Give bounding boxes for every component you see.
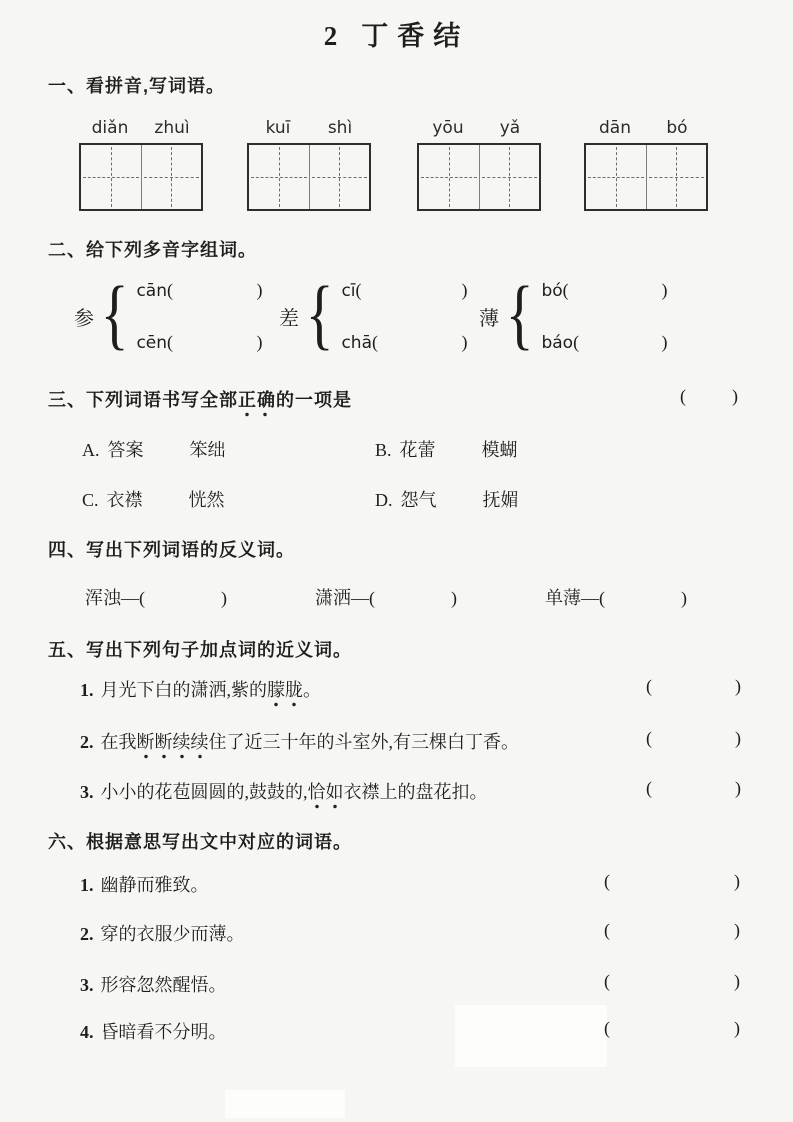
paren-open: ( <box>604 1018 610 1038</box>
brace-icon: { <box>100 270 129 357</box>
reading-row <box>136 332 262 353</box>
paren-open: ( <box>604 871 610 891</box>
paren-close: ) <box>732 386 738 406</box>
answer-cell[interactable] <box>646 145 707 209</box>
polyphone-readings <box>541 280 667 353</box>
antonym-item <box>85 584 227 610</box>
pinyin-label: dān <box>599 118 631 138</box>
antonym-word: 潇洒 <box>315 588 351 608</box>
pinyin-label: kuī <box>265 118 291 138</box>
question-number: 2. <box>80 732 94 752</box>
paren-close: ) <box>734 920 740 940</box>
pinyin-label: zhuì <box>154 118 190 138</box>
paren-close: ) <box>734 1018 740 1038</box>
option-b[interactable] <box>375 436 518 462</box>
option-word: 笨绌 <box>189 440 226 460</box>
reading-row <box>541 332 667 353</box>
writing-grid <box>584 143 708 211</box>
definition-text: 穿的衣服少而薄。 <box>100 924 245 944</box>
answer-blank[interactable] <box>610 871 734 892</box>
answer-parens <box>604 971 740 992</box>
dash: — <box>581 588 599 608</box>
sentence-pre: 在我 <box>100 732 137 752</box>
sentence-post: 衣襟上的盘花扣。 <box>343 782 488 802</box>
answer-blank[interactable] <box>686 386 732 407</box>
section-two-heading: 二、给下列多音字组词。 <box>48 240 257 260</box>
brace-icon: { <box>505 270 534 357</box>
paren-close: ) <box>256 331 263 352</box>
sentence-pre: 小小的花苞圆圆的,鼓鼓的, <box>100 782 308 802</box>
option-label: D. <box>375 490 393 510</box>
definition-item <box>80 971 227 997</box>
paren-open: ( <box>167 331 174 352</box>
option-a[interactable] <box>82 436 226 462</box>
option-word: 花蕾 <box>399 440 436 460</box>
paren-close: ) <box>256 279 263 300</box>
paren-open: ( <box>167 279 173 300</box>
reading-pinyin: bó <box>541 280 563 301</box>
definition-text: 形容忽然醒悟。 <box>100 975 227 995</box>
paren-open: ( <box>355 279 362 300</box>
writing-grid <box>417 143 541 211</box>
answer-cell[interactable] <box>419 145 479 209</box>
question-number: 4. <box>80 1022 94 1042</box>
section-three-heading <box>48 386 352 412</box>
pinyin-labels <box>417 118 541 138</box>
answer-cell[interactable] <box>249 145 309 209</box>
paren-close: ) <box>661 331 668 352</box>
question-number: 1. <box>80 875 94 895</box>
section-six-heading: 六、根据意思写出文中对应的词语。 <box>48 832 352 852</box>
antonym-item <box>315 584 457 610</box>
answer-parens <box>646 676 741 697</box>
scan-artifact <box>225 1090 345 1118</box>
antonym-word: 单薄 <box>545 588 581 608</box>
answer-parens <box>646 728 741 749</box>
section-five-heading: 五、写出下列句子加点词的近义词。 <box>48 640 352 660</box>
pinyin-label: bó <box>666 118 688 138</box>
sentence-emphasis: 断断续续 <box>137 732 209 759</box>
pinyin-grid-group <box>584 118 708 211</box>
answer-blank[interactable] <box>652 728 735 749</box>
reading-row <box>341 280 467 301</box>
option-label: A. <box>82 440 100 460</box>
paren-open: ( <box>646 676 652 696</box>
paren-open: ( <box>372 331 378 352</box>
pinyin-label: shì <box>327 118 353 138</box>
answer-parens <box>646 778 741 799</box>
question-sentence <box>80 778 488 804</box>
option-label: B. <box>375 440 392 460</box>
polyphone-group <box>479 270 668 358</box>
reading-row <box>341 332 467 353</box>
answer-blank[interactable] <box>652 778 735 799</box>
paren-open: ( <box>646 728 652 748</box>
pinyin-label: diǎn <box>91 118 129 138</box>
reading-pinyin: cī <box>341 280 356 301</box>
reading-pinyin: chā <box>341 332 372 353</box>
paren-close: ) <box>661 279 668 300</box>
heading-pre: 三、下列词语书写全部 <box>48 390 238 410</box>
sentence-emphasis: 朦胧 <box>267 680 303 707</box>
sentence-pre: 月光下白的潇洒,紫的 <box>100 680 267 700</box>
question-sentence <box>80 728 519 754</box>
writing-grid <box>79 143 203 211</box>
question-number: 2. <box>80 924 94 944</box>
option-label: C. <box>82 490 99 510</box>
answer-cell[interactable] <box>81 145 141 209</box>
definition-item <box>80 920 245 946</box>
answer-blank[interactable] <box>610 920 734 941</box>
option-word: 答案 <box>107 440 144 460</box>
pinyin-grid-group <box>417 118 541 211</box>
polyphone-group <box>279 270 468 358</box>
reading-pinyin: báo <box>541 332 574 353</box>
sentence-post: 住了近三十年的斗室外,有三棵白丁香。 <box>208 732 519 752</box>
option-word: 怨气 <box>400 490 437 510</box>
question-number: 3. <box>80 975 94 995</box>
lesson-number: 2 <box>323 21 338 51</box>
pinyin-label: yǎ <box>499 118 521 138</box>
sentence-post: 。 <box>303 680 321 700</box>
antonym-word: 浑浊 <box>85 588 121 608</box>
lesson-title: 丁香结 <box>361 21 470 51</box>
answer-parens <box>604 871 740 892</box>
paren-open: ( <box>604 971 610 991</box>
brace-icon: { <box>305 270 334 357</box>
pinyin-labels <box>584 118 708 138</box>
answer-parens <box>604 920 740 941</box>
answer-blank[interactable] <box>610 971 734 992</box>
pinyin-grid-group <box>79 118 203 211</box>
reading-row <box>541 280 667 301</box>
polyphone-char: 差 <box>279 307 299 330</box>
paren-close: ) <box>734 871 740 891</box>
paren-open: ( <box>646 778 652 798</box>
pinyin-grid-group <box>247 118 371 211</box>
paren-open: ( <box>680 386 686 406</box>
answer-parens <box>680 386 738 407</box>
question-sentence <box>80 676 321 702</box>
polyphone-char: 参 <box>74 307 94 330</box>
paren-open: ( <box>139 588 145 608</box>
option-c[interactable] <box>82 486 225 512</box>
heading-emphasis: 正确 <box>238 390 276 417</box>
polyphone-readings <box>341 280 467 353</box>
paren-open: ( <box>562 279 569 300</box>
page-title <box>0 14 793 53</box>
definition-item <box>80 1018 227 1044</box>
answer-blank[interactable] <box>610 1018 734 1039</box>
paren-close: ) <box>735 728 741 748</box>
scan-artifact <box>455 1005 607 1067</box>
sentence-emphasis: 恰如 <box>308 782 344 809</box>
reading-row <box>136 280 262 301</box>
answer-cell[interactable] <box>586 145 646 209</box>
answer-blank[interactable] <box>652 676 735 697</box>
paren-close: ) <box>734 971 740 991</box>
definition-text: 幽静而雅致。 <box>100 875 209 895</box>
writing-grid <box>247 143 371 211</box>
paren-open: ( <box>369 588 375 608</box>
dash: — <box>351 588 369 608</box>
option-word: 抚媚 <box>482 490 519 510</box>
paren-open: ( <box>573 331 580 352</box>
paren-open: ( <box>599 588 605 608</box>
definition-text: 昏暗看不分明。 <box>100 1022 227 1042</box>
paren-close: ) <box>221 588 227 608</box>
paren-close: ) <box>461 331 468 352</box>
polyphone-group <box>74 270 263 358</box>
pinyin-labels <box>247 118 371 138</box>
paren-close: ) <box>735 676 741 696</box>
polyphone-readings <box>136 280 262 353</box>
pinyin-label: yōu <box>432 118 464 138</box>
paren-close: ) <box>451 588 457 608</box>
paren-close: ) <box>461 279 468 300</box>
section-four-heading: 四、写出下列词语的反义词。 <box>48 540 295 560</box>
paren-open: ( <box>604 920 610 940</box>
paren-close: ) <box>681 588 687 608</box>
answer-cell[interactable] <box>479 145 540 209</box>
pinyin-labels <box>79 118 203 138</box>
option-word: 衣襟 <box>106 490 143 510</box>
heading-post: 的一项是 <box>276 390 352 410</box>
option-d[interactable] <box>375 486 519 512</box>
question-number: 1. <box>80 680 94 700</box>
option-word: 模蝴 <box>481 440 518 460</box>
option-word: 恍然 <box>188 490 225 510</box>
polyphone-char: 薄 <box>479 307 499 330</box>
reading-pinyin: cēn <box>136 332 168 353</box>
paren-close: ) <box>735 778 741 798</box>
answer-parens <box>604 1018 740 1039</box>
answer-cell[interactable] <box>309 145 370 209</box>
antonym-item <box>545 584 687 610</box>
question-number: 3. <box>80 782 94 802</box>
dash: — <box>121 588 139 608</box>
reading-pinyin: cān <box>136 280 167 301</box>
section-one-heading: 一、看拼音,写词语。 <box>48 76 226 96</box>
answer-cell[interactable] <box>141 145 202 209</box>
definition-item <box>80 871 209 897</box>
